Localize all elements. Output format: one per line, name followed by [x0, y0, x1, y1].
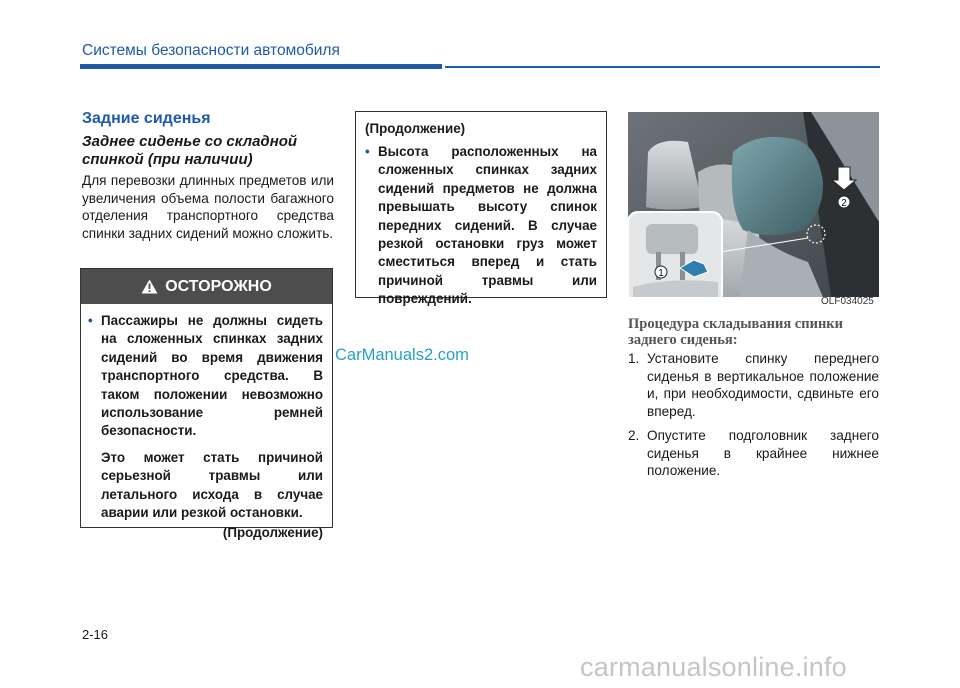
header-rule-thin [445, 66, 880, 68]
step-text: Установите спинку переднего сиденья в вертикальное положение и, при необходимости, сдвиньте его вперед. [647, 351, 879, 419]
warning-bullet [88, 312, 323, 441]
procedure-steps [628, 350, 879, 487]
procedure-step [628, 350, 879, 420]
warning-header [81, 269, 332, 304]
warning-continued: (Продолжение) [222, 525, 323, 541]
warning-paragraph: Это может стать причиной серьезной травмы или летального исхода в случае аварии или резкой остановки. [101, 449, 323, 521]
step-number: 1. [628, 351, 640, 366]
callout-2: 2 [841, 198, 847, 209]
seat-illustration-graphic [628, 112, 879, 309]
subsection-title: Заднее сиденье со складной спинкой (при наличии) [82, 133, 298, 168]
footer-watermark: carmanualsonline.info [580, 652, 847, 682]
warning-body [88, 312, 323, 543]
continuation-bullet [365, 143, 597, 309]
callout-1: 1 [658, 268, 664, 279]
continuation-label: (Продолжение) [365, 121, 466, 136]
seat-illustration [628, 112, 879, 309]
procedure-step [628, 427, 879, 480]
warning-heading: ОСТОРОЖНО [165, 277, 272, 295]
procedure-title: Процедура складывания спинки заднего сиденья: [628, 316, 844, 348]
section-title: Задние сиденья [82, 110, 211, 127]
warning-triangle-icon [141, 279, 158, 294]
figure-code: OLF034025 [821, 296, 874, 307]
step-number: 2. [628, 428, 640, 443]
continuation-body [365, 143, 597, 309]
page-number: 2-16 [82, 627, 109, 642]
warning-bullet-text: Пассажиры не должны сидеть на сложенных спинках задних сидений во время движения транспортного средства. В таком положении невозможно использование ремней безопасности. [101, 313, 323, 439]
step-text: Опустите подголовник заднего сиденья в крайнее нижнее положение. [647, 428, 879, 478]
bullet-icon: • [88, 313, 93, 328]
watermark-link[interactable]: CarManuals2.com [335, 346, 469, 364]
intro-paragraph: Для перевозки длинных предметов или увеличения объема полости багажного отделения транспортного средства спинки задних сидений можно сложить. [82, 173, 334, 241]
bullet-icon: • [365, 144, 370, 159]
continuation-box [355, 111, 607, 307]
running-header: Системы безопасности автомобиля [82, 42, 340, 59]
header-rule-thick [80, 64, 442, 69]
warning-box [80, 268, 333, 541]
continuation-bullet-text: Высота расположенных на сложенных спинках задних сидений предметов не должна превышать высоту спинок передних сидений. В случае резкой остановки груз может сместиться вперед и стать причиной травмы или повреждений. [378, 144, 597, 307]
